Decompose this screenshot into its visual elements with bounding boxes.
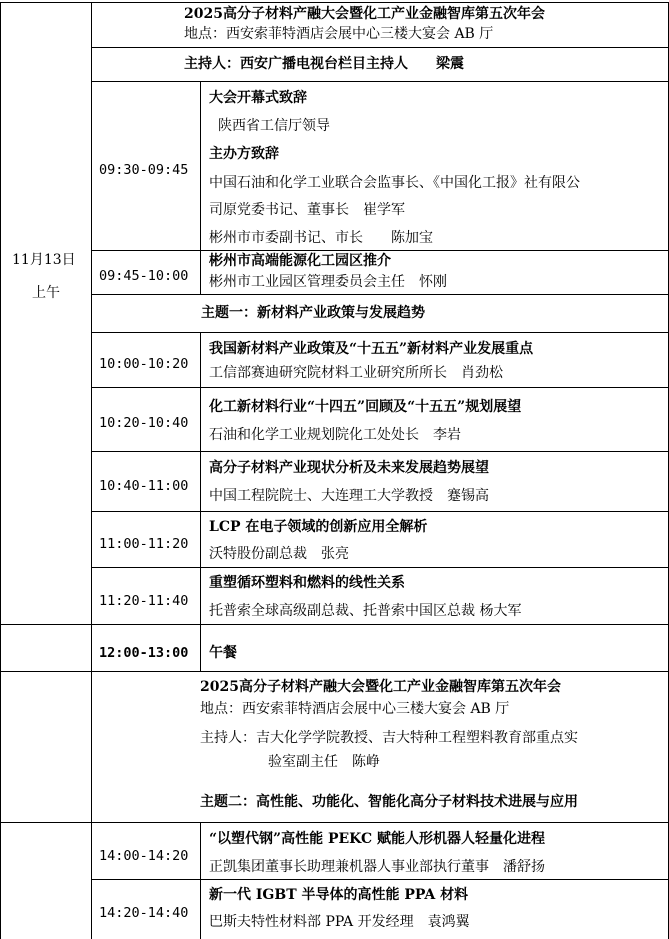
talk-title: 重塑循环塑料和燃料的线性关系 bbox=[209, 575, 405, 591]
talk-title: LCP 在电子领域的创新应用全解析 bbox=[209, 519, 428, 535]
conference-title: 2025高分子材料产融大会暨化工产业金融智库第五次年会 bbox=[184, 6, 545, 22]
row-divider bbox=[91, 332, 668, 333]
session-date: 11月13日 bbox=[12, 252, 76, 268]
conference-title: 2025高分子材料产融大会暨化工产业金融智库第五次年会 bbox=[200, 679, 561, 695]
lunch-label: 午餐 bbox=[209, 645, 237, 661]
row-divider bbox=[0, 2, 668, 3]
time-slot: 11:20-11:40 bbox=[99, 593, 189, 609]
session-period: 上午 bbox=[32, 285, 60, 301]
row-divider bbox=[91, 511, 668, 512]
time-slot: 10:40-11:00 bbox=[99, 478, 189, 494]
col-divider bbox=[200, 624, 201, 671]
talk-speaker: 巴斯夫特性材料部 PPA 开发经理 袁鸿翼 bbox=[209, 914, 470, 930]
opening-heading: 大会开幕式致辞 bbox=[209, 90, 307, 106]
col-divider bbox=[200, 332, 201, 624]
time-slot: 09:45-10:00 bbox=[99, 268, 189, 284]
time-slot: 14:20-14:40 bbox=[99, 905, 189, 921]
row-divider bbox=[91, 387, 668, 388]
row-divider bbox=[91, 294, 668, 295]
theme-two-heading: 主题二：高性能、功能化、智能化高分子材料技术进展与应用 bbox=[200, 794, 578, 810]
row-divider bbox=[0, 671, 668, 672]
talk-title: 新一代 IGBT 半导体的高性能 PPA 材料 bbox=[209, 887, 469, 903]
talk-title: 高分子材料产业现状分析及未来发展趋势展望 bbox=[209, 460, 489, 476]
row-divider bbox=[91, 451, 668, 452]
talk-speaker: 石油和化学工业规划院化工处处长 李岩 bbox=[209, 427, 461, 443]
organizer-speaker-cont: 司原党委书记、董事长 崔学军 bbox=[209, 202, 405, 218]
row-divider bbox=[91, 567, 668, 568]
time-slot: 09:30-09:45 bbox=[99, 162, 189, 178]
col-divider bbox=[91, 2, 92, 939]
talk-speaker: 托普索全球高级副总裁、托普索中国区总裁 杨大军 bbox=[209, 603, 522, 619]
time-slot: 14:00-14:20 bbox=[99, 848, 189, 864]
venue-location: 地点：西安索菲特酒店会展中心三楼大宴会 AB 厅 bbox=[200, 701, 510, 717]
row-divider bbox=[0, 624, 668, 625]
organizer-speaker: 中国石油和化学工业联合会监事长、《中国化工报》社有限公 bbox=[209, 175, 580, 191]
col-divider bbox=[200, 250, 201, 294]
host-info: 主持人：西安广播电视台栏目主持人 梁震 bbox=[184, 56, 464, 72]
talk-speaker: 正凯集团董事长助理兼机器人事业部执行董事 潘舒扬 bbox=[209, 859, 545, 875]
venue-location: 地点：西安索菲特酒店会展中心三楼大宴会 AB 厅 bbox=[184, 26, 494, 42]
host-info: 主持人：吉大化学学院教授、吉大特种工程塑料教育部重点实 bbox=[200, 730, 578, 746]
time-slot: 11:00-11:20 bbox=[99, 536, 189, 552]
row-divider bbox=[91, 47, 668, 48]
time-slot: 10:20-10:40 bbox=[99, 415, 189, 431]
theme-one-heading: 主题一：新材料产业政策与发展趋势 bbox=[201, 305, 425, 321]
talk-title: 我国新材料产业政策及“十五五”新材料产业发展重点 bbox=[209, 341, 534, 357]
time-slot: 10:00-10:20 bbox=[99, 356, 189, 372]
mayor-speaker: 彬州市市委副书记、市长 陈加宝 bbox=[209, 230, 433, 246]
talk-title: 化工新材料行业“十四五”回顾及“十五五”规划展望 bbox=[209, 399, 522, 415]
col-divider bbox=[200, 822, 201, 939]
talk-title: “以塑代钢”高性能 PEKC 赋能人形机器人轻量化进程 bbox=[209, 831, 545, 847]
organizer-heading: 主办方致辞 bbox=[209, 146, 279, 162]
row-divider bbox=[0, 822, 668, 823]
talk-speaker: 工信部赛迪研究院材料工业研究所所长 肖劲松 bbox=[209, 365, 503, 381]
park-title: 彬州市高端能源化工园区推介 bbox=[209, 253, 391, 269]
talk-speaker: 沃特股份副总裁 张亮 bbox=[209, 546, 349, 562]
park-speaker: 彬州市工业园区管理委员会主任 怀刚 bbox=[209, 274, 447, 290]
col-divider bbox=[0, 2, 1, 939]
opening-speaker: 陕西省工信厅领导 bbox=[218, 118, 330, 134]
time-slot: 12:00-13:00 bbox=[99, 645, 189, 661]
row-divider bbox=[91, 81, 668, 82]
row-divider bbox=[91, 879, 668, 880]
col-divider bbox=[200, 81, 201, 250]
talk-speaker: 中国工程院院士、大连理工大学教授 蹇锡高 bbox=[209, 488, 489, 504]
host-info-cont: 验室副主任 陈峥 bbox=[268, 754, 380, 770]
